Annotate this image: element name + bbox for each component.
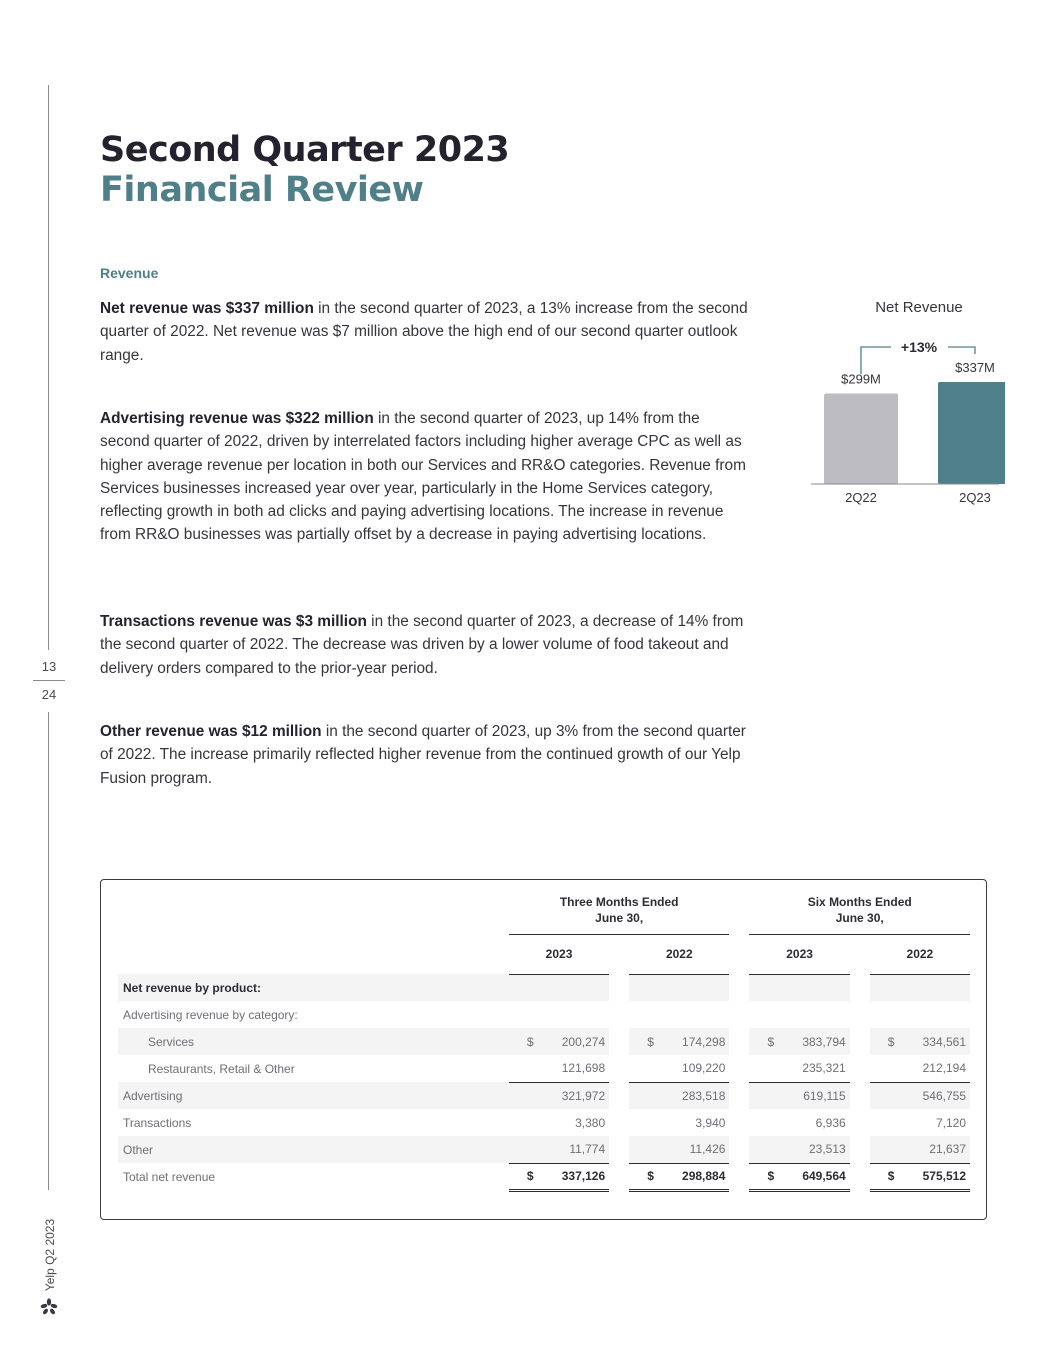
value-cell	[629, 1028, 729, 1055]
bar-value-label: $299M	[841, 371, 881, 387]
row-label: Total net revenue	[123, 1169, 216, 1184]
table-row	[118, 1055, 970, 1082]
current-page-number: 13	[41, 659, 57, 674]
row-label: Other	[118, 1136, 509, 1163]
cell-value: 283,518	[682, 1088, 726, 1103]
net-revenue-paragraph	[100, 297, 750, 367]
table-group-header-row	[118, 894, 970, 934]
value-cell	[870, 1163, 970, 1190]
cell-value: 337,126	[561, 1169, 606, 1183]
bar-value-label: $337M	[955, 360, 995, 375]
revenue-table	[118, 894, 970, 1192]
value-cell	[749, 1055, 849, 1082]
currency-symbol: $	[767, 1034, 775, 1049]
rail-line-top	[48, 85, 49, 650]
value-cell	[509, 1163, 609, 1190]
page-subtitle: Financial Review	[100, 170, 424, 210]
cell-value: 174,298	[682, 1034, 726, 1049]
cell-value: 298,884	[682, 1169, 726, 1183]
side-label	[38, 1205, 62, 1305]
value-cell	[870, 974, 970, 1001]
value-cell	[870, 1028, 970, 1055]
table-row	[118, 974, 970, 1001]
six-months-header	[749, 894, 970, 934]
table-row	[118, 1136, 970, 1163]
revenue-table-card	[100, 879, 987, 1220]
section-label: Revenue	[100, 265, 159, 281]
paragraph-body: in the second quarter of 2023, up 14% from the second quarter of 2022, driven by interrelated factors including higher average CPC as well as higher average revenue per location in both our Services and RR&O categories. Revenue from Services businesses increased year over year, particularly in the Home Services category, reflecting growth in both ad clicks and paying advertising locations. The increase in revenue from RR&O businesses was partially offset by a decrease in paying advertising locations.	[100, 410, 746, 544]
value-cell	[749, 1136, 849, 1163]
paragraph-lead: Other revenue was $12 million	[100, 723, 322, 740]
row-label: Services	[118, 1028, 509, 1055]
value-cell	[509, 1109, 609, 1136]
change-bracket	[861, 347, 891, 374]
cell-value: 334,561	[922, 1034, 966, 1049]
year-header: 2022	[870, 934, 970, 974]
paragraph-body: in the second quarter of 2023, up 3% from the second quarter of 2022. The increase primarily reflected higher revenue from the continued growth of our Yelp Fusion program.	[100, 723, 746, 787]
table-row	[118, 1001, 970, 1028]
value-cell	[509, 1055, 609, 1082]
chart-title: Net Revenue	[875, 299, 963, 316]
value-cell	[629, 1001, 729, 1028]
side-label-text: Yelp Q2 2023	[43, 1218, 57, 1292]
table-row	[118, 1109, 970, 1136]
row-label: Restaurants, Retail & Other	[148, 1061, 295, 1076]
value-cell	[509, 1136, 609, 1163]
currency-symbol: $	[647, 1169, 654, 1183]
cell-value: 3,380	[575, 1115, 606, 1130]
cell-value: 3,940	[695, 1115, 726, 1130]
currency-symbol: $	[526, 1034, 534, 1049]
row-label: Advertising revenue by category:	[123, 1007, 298, 1022]
currency-symbol: $	[887, 1169, 895, 1183]
cell-value: 546,755	[922, 1088, 966, 1103]
cell-value: 212,194	[922, 1061, 966, 1076]
table-row	[118, 1082, 970, 1109]
transactions-revenue-paragraph	[100, 610, 750, 680]
value-cell	[870, 1001, 970, 1028]
value-cell	[509, 1001, 609, 1028]
value-cell	[870, 1082, 970, 1109]
cell-value: 235,321	[802, 1061, 846, 1076]
cell-value: 11,426	[689, 1142, 726, 1157]
yelp-burst-icon	[40, 1298, 58, 1316]
cell-value: 11,774	[569, 1142, 606, 1157]
row-label: Advertising	[118, 1082, 509, 1109]
page-title: Second Quarter 2023	[100, 130, 510, 170]
paragraph-lead: Transactions revenue was $3 million	[100, 613, 367, 630]
three-months-header	[509, 894, 730, 934]
category-label: 2Q23	[959, 490, 991, 505]
net-revenue-chart	[805, 290, 1005, 520]
currency-symbol: $	[767, 1169, 775, 1183]
value-cell	[749, 1001, 849, 1028]
row-label: Transactions	[123, 1115, 192, 1130]
page-number-separator	[33, 680, 65, 681]
cell-value: 619,115	[803, 1088, 846, 1103]
bar-2Q23	[938, 382, 1005, 484]
cell-value: 200,274	[561, 1034, 606, 1049]
year-header: 2023	[509, 934, 609, 974]
bar-2Q22	[824, 394, 898, 484]
total-pages-number: 24	[41, 687, 57, 702]
value-cell	[749, 974, 849, 1001]
other-revenue-paragraph	[100, 720, 750, 790]
advertising-revenue-paragraph	[100, 407, 750, 547]
currency-symbol: $	[526, 1169, 534, 1183]
table-year-header-row	[118, 934, 970, 974]
value-cell	[509, 974, 609, 1001]
value-cell	[629, 1082, 729, 1109]
cell-value: 6,936	[815, 1115, 846, 1130]
group-header-line1: Three Months Ended	[559, 895, 679, 909]
year-header: 2022	[629, 934, 729, 974]
currency-symbol: $	[647, 1034, 654, 1049]
table-row	[118, 1163, 970, 1190]
value-cell	[629, 1163, 729, 1190]
cell-value: 109,220	[682, 1061, 726, 1076]
cell-value: 121,698	[561, 1061, 606, 1076]
category-label: 2Q22	[845, 490, 877, 505]
value-cell	[629, 1109, 729, 1136]
value-cell	[629, 1136, 729, 1163]
cell-value: 383,794	[802, 1034, 846, 1049]
cell-value: 23,513	[809, 1142, 846, 1157]
change-bracket	[948, 347, 975, 354]
group-header-line1: Six Months Ended	[807, 895, 912, 909]
rail-line-bottom	[48, 712, 49, 1190]
value-cell	[870, 1109, 970, 1136]
value-cell	[749, 1028, 849, 1055]
paragraph-lead: Advertising revenue was $322 million	[100, 410, 374, 427]
year-header: 2023	[749, 934, 849, 974]
value-cell	[749, 1082, 849, 1109]
cell-value: 321,972	[561, 1088, 606, 1103]
value-cell	[629, 974, 729, 1001]
value-cell	[749, 1109, 849, 1136]
value-cell	[749, 1163, 849, 1190]
value-cell	[870, 1136, 970, 1163]
table-row	[118, 1028, 970, 1055]
value-cell	[509, 1028, 609, 1055]
cell-value: 21,637	[929, 1142, 966, 1157]
row-label: Net revenue by product:	[118, 974, 509, 1001]
cell-value: 7,120	[935, 1115, 966, 1130]
paragraph-lead: Net revenue was $337 million	[100, 300, 314, 317]
cell-value: 649,564	[802, 1169, 846, 1183]
cell-value: 575,512	[922, 1169, 966, 1183]
paragraph-body: in the second quarter of 2023, a 13% increase from the second quarter of 2022. Net revenue was $7 million above the high end of our second quarter outlook range.	[100, 300, 748, 364]
change-label: +13%	[900, 339, 938, 355]
value-cell	[509, 1082, 609, 1109]
paragraph-body: in the second quarter of 2023, a decrease of 14% from the second quarter of 2022. The decrease was driven by a lower volume of food takeout and delivery orders compared to the prior-year period.	[100, 613, 744, 677]
currency-symbol: $	[887, 1034, 895, 1049]
group-header-line2: June 30,	[595, 911, 644, 925]
group-header-line2: June 30,	[835, 911, 884, 925]
value-cell	[629, 1055, 729, 1082]
value-cell	[870, 1055, 970, 1082]
